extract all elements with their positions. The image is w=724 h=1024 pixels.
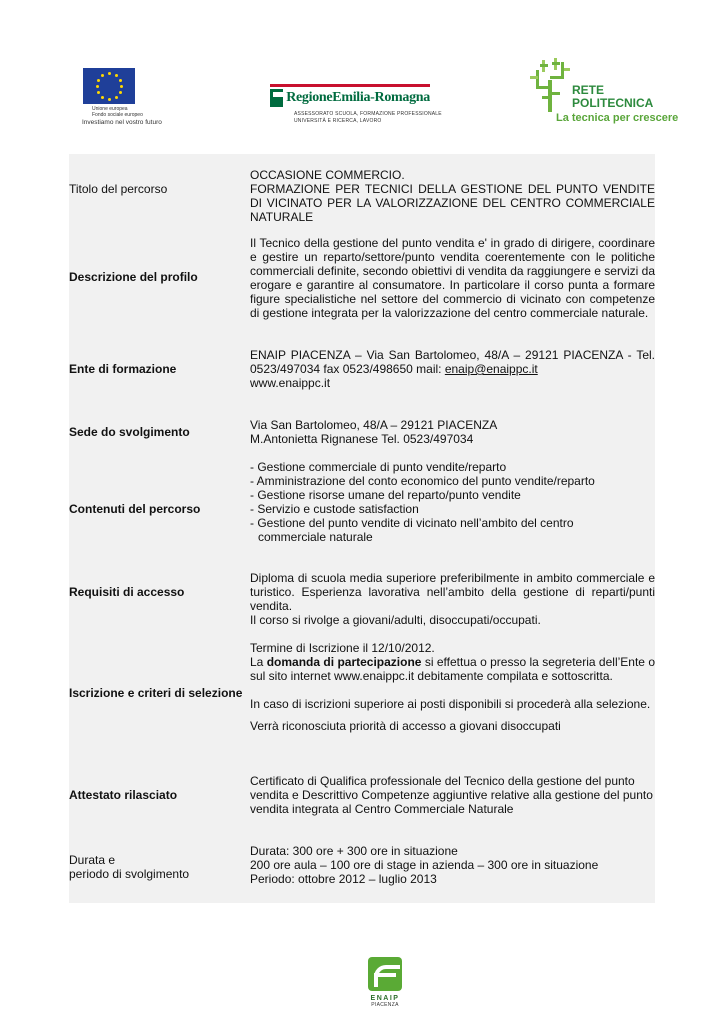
- list-item: - Gestione commerciale di punto vendite/reparto: [250, 460, 507, 474]
- enaip-logo: [368, 957, 402, 1017]
- value-descrizione: Il Tecnico della gestione del punto vendita e' in grado di dirigere, coordinare e gestire un reparto/settore/punto vendita coerentemente con le politiche commerciali definite, secondo obiettivi di vendita da raggiungere e servizi da erogare e garantire al consumatore. In particolare il corso punta a formare figure specialistiche nel settore del commercio di vicinato con competenze di gestione integrata per la valorizzazione del centro commerciale naturale.: [250, 236, 655, 320]
- list-item: - Gestione del punto vendite di vicinato nell’ambito del centro: [250, 516, 574, 530]
- list-item: - Servizio e custode satisfaction: [250, 502, 419, 516]
- value-durata: Durata: 300 ore + 300 ore in situazione 200 ore aula – 100 ore di stage in azienda – 300 ore in situazione Periodo: ottobre 2012 – luglio 2013: [250, 844, 599, 886]
- list-item: commerciale naturale: [258, 530, 373, 544]
- label-contenuti: Contenuti del percorso: [69, 502, 201, 516]
- enaip-city: PIACENZA: [371, 1002, 399, 1008]
- rer-red-bar: [270, 84, 430, 87]
- page-header: [0, 0, 724, 140]
- label-descrizione: Descrizione del profilo: [69, 270, 198, 284]
- label-titolo: Titolo del percorso: [69, 182, 168, 196]
- value-titolo: OCCASIONE COMMERCIO. FORMAZIONE PER TECNICI DELLA GESTIONE DEL PUNTO VENDITE DI VICINATO PER LA VALORIZZAZIONE DEL CENTRO COMMERCIALE NATURALE: [250, 168, 655, 224]
- eu-caption: Unione europea Fondo sociale europeo: [92, 106, 143, 118]
- value-ente: ENAIP PIACENZA – Via San Bartolomeo, 48/A – 29121 PIACENZA - Tel. 0523/497034 fax 0523/498650 mail: enaip@enaippc.it www.enaippc.it: [250, 348, 655, 390]
- enaip-mark-icon: [368, 957, 402, 991]
- eu-logo: [82, 68, 162, 126]
- rp-tagline: La tecnica per crescere: [556, 112, 679, 124]
- eu-flag-icon: [83, 68, 135, 104]
- value-requisiti: Diploma di scuola media superiore preferibilmente in ambito commerciale e turistico. Esperienza lavorativa nell’ambito della gestione di reparti/punti vendita. Il corso si rivolge a giovani/adulti, disoccupati/occupati.: [250, 571, 655, 627]
- value-iscrizione: Termine di Iscrizione il 12/10/2012. La domanda di partecipazione si effettua o presso la segreteria dell’Ente o sul sito internet www.enaippc.it debitamente compilata e sottoscritta. In caso di iscrizioni superiore ai posti disponibili si procederà alla selezione. Verrà riconosciuta priorità di accesso a giovani disoccupati: [250, 641, 655, 733]
- label-durata: Durata e periodo di svolgimento: [69, 853, 190, 881]
- rete-politecnica-logo: [528, 56, 678, 126]
- rer-assessorato: ASSESSORATO SCUOLA, FORMAZIONE PROFESSIONALE UNIVERSITÀ E RICERCA, LAVORO: [294, 111, 442, 124]
- label-ente: Ente di formazione: [69, 362, 177, 376]
- list-item: - Amministrazione del conto economico del punto vendite/reparto: [250, 474, 595, 488]
- website-text: www.enaippc.it: [250, 376, 331, 390]
- course-info-table: [69, 154, 655, 903]
- label-attestato: Attestato rilasciato: [69, 788, 178, 802]
- enaip-name: ENAIP: [370, 995, 400, 1002]
- label-iscrizione: Iscrizione e criteri di selezione: [69, 686, 243, 700]
- eu-motto: Investiamo nel vostro futuro: [82, 119, 162, 126]
- label-sede: Sede do svolgimento: [69, 425, 190, 439]
- email-link[interactable]: enaip@enaippc.it: [444, 362, 538, 376]
- rp-rete: RETE: [572, 83, 605, 97]
- value-attestato: Certificato di Qualifica professionale del Tecnico della gestione del punto vendita e Descrittivo Competenze aggiuntive relative alla gestione del punto vendita integrata al Centro Commerciale Naturale: [250, 774, 653, 816]
- regione-emilia-romagna-logo: [270, 84, 442, 125]
- tree-icon: [528, 56, 572, 114]
- rer-mark-icon: [270, 89, 283, 107]
- rp-politecnica: POLITECNICA: [572, 96, 654, 110]
- list-item: - Gestione risorse umane del reparto/punto vendite: [250, 488, 521, 502]
- label-requisiti: Requisiti di accesso: [69, 585, 185, 599]
- rer-name: RegioneEmilia-Romagna: [286, 90, 430, 105]
- value-contenuti: [250, 460, 655, 544]
- value-sede: Via San Bartolomeo, 48/A – 29121 PIACENZA M.Antonietta Rignanese Tel. 0523/497034: [250, 418, 498, 446]
